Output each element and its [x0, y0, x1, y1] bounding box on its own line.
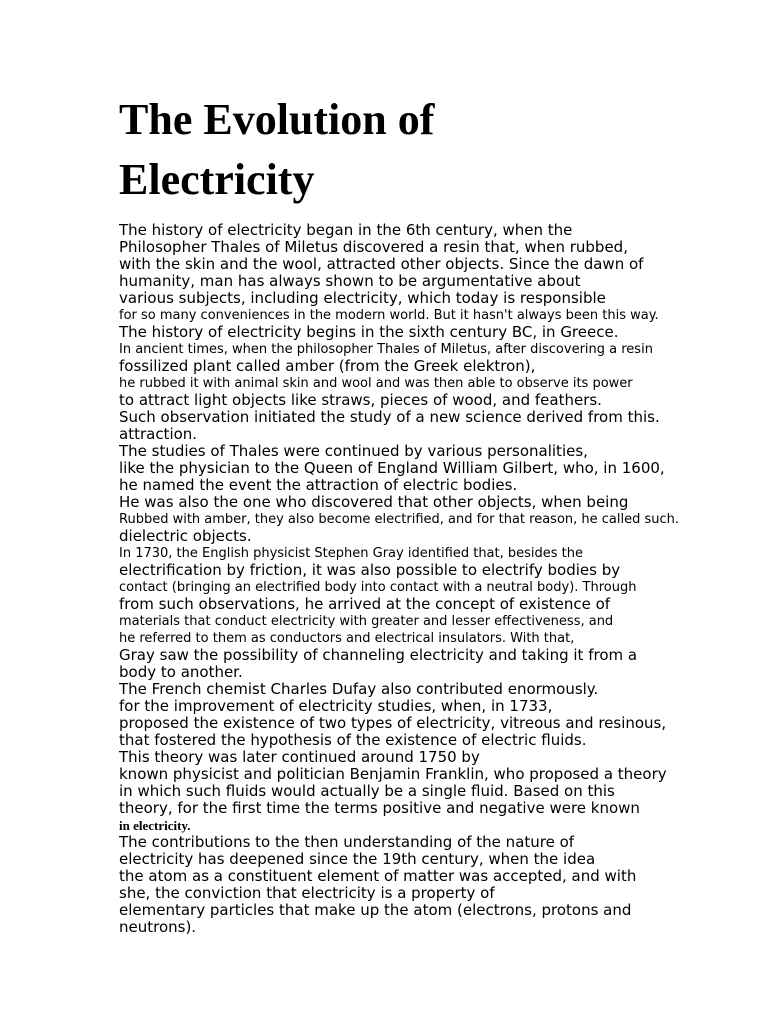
body-line: Rubbed with amber, they also become electrified, and for that reason, he called such.	[119, 512, 680, 527]
body-line: from such observations, he arrived at the concept of existence of	[119, 595, 611, 613]
body-line: known physicist and politician Benjamin Franklin, who proposed a theory	[119, 765, 667, 783]
body-line: he referred to them as conductors and electrical insulators. With that,	[119, 631, 575, 646]
body-line: electrification by friction, it was also possible to electrify bodies by	[119, 561, 621, 579]
page-title-line-1: The Evolution of	[119, 95, 435, 144]
body-line: he rubbed it with animal skin and wool and was then able to observe its power	[119, 376, 633, 391]
body-line: In 1730, the English physicist Stephen Gray identified that, besides the	[119, 546, 584, 561]
body-line: proposed the existence of two types of electricity, vitreous and resinous,	[119, 714, 667, 732]
body-line: the atom as a constituent element of matter was accepted, and with	[119, 867, 637, 885]
body-line: with the skin and the wool, attracted other objects. Since the dawn of	[119, 255, 644, 273]
body-line: humanity, man has always shown to be argumentative about	[119, 272, 581, 290]
body-line: she, the conviction that electricity is a property of	[119, 884, 495, 902]
body-line: The history of electricity began in the 6th century, when the	[119, 221, 573, 239]
body-line: neutrons).	[119, 918, 197, 936]
body-line: In ancient times, when the philosopher Thales of Miletus, after discovering a resin	[119, 342, 653, 357]
body-line: for the improvement of electricity studies, when, in 1733,	[119, 697, 553, 715]
body-text	[119, 222, 759, 936]
body-line: in electricity.	[119, 818, 191, 833]
body-line: that fostered the hypothesis of the existence of electric fluids.	[119, 731, 587, 749]
body-line: This theory was later continued around 1750 by	[119, 748, 480, 766]
body-line: electricity has deepened since the 19th century, when the idea	[119, 850, 596, 868]
body-line: materials that conduct electricity with greater and lesser effectiveness, and	[119, 614, 614, 629]
body-line: attraction.	[119, 425, 198, 443]
body-line: contact (bringing an electrified body into contact with a neutral body). Through	[119, 580, 637, 595]
body-line: fossilized plant called amber (from the Greek elektron),	[119, 357, 536, 375]
body-line: The contributions to the then understanding of the nature of	[119, 833, 575, 851]
body-line: The studies of Thales were continued by various personalities,	[119, 442, 588, 460]
body-line: Such observation initiated the study of a new science derived from this.	[119, 408, 660, 426]
page-title-line-2: Electricity	[119, 155, 315, 204]
body-line: various subjects, including electricity, which today is responsible	[119, 289, 606, 307]
body-line: dielectric objects.	[119, 527, 252, 545]
body-line: to attract light objects like straws, pieces of wood, and feathers.	[119, 391, 602, 409]
body-line: body to another.	[119, 663, 243, 681]
body-line: in which such fluids would actually be a single fluid. Based on this	[119, 782, 615, 800]
body-line: for so many conveniences in the modern world. But it hasn't always been this way.	[119, 308, 659, 323]
body-line: He was also the one who discovered that other objects, when being	[119, 493, 629, 511]
body-line: he named the event the attraction of electric bodies.	[119, 476, 518, 494]
body-line: like the physician to the Queen of England William Gilbert, who, in 1600,	[119, 459, 665, 477]
body-line: Philosopher Thales of Miletus discovered a resin that, when rubbed,	[119, 238, 628, 256]
body-line: The French chemist Charles Dufay also contributed enormously.	[119, 680, 599, 698]
body-line: Gray saw the possibility of channeling electricity and taking it from a	[119, 646, 638, 664]
body-line: The history of electricity begins in the sixth century BC, in Greece.	[119, 323, 619, 341]
body-line: theory, for the first time the terms positive and negative were known	[119, 799, 640, 817]
body-line: elementary particles that make up the atom (electrons, protons and	[119, 901, 632, 919]
